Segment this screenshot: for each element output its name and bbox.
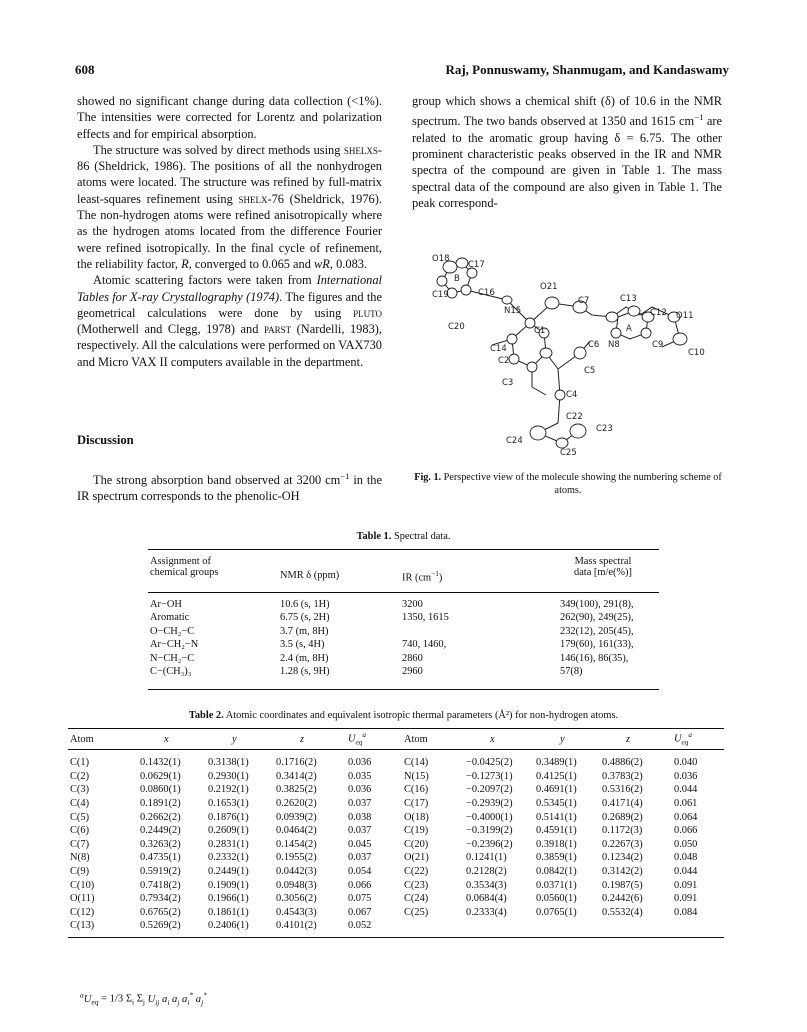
table2-cell: −0.2097(2) bbox=[466, 784, 513, 796]
atom-label: N8 bbox=[608, 340, 620, 350]
table2-body bbox=[68, 750, 724, 937]
table2-cell: 0.2128(2) bbox=[466, 866, 507, 878]
table2-cell: 0.5345(1) bbox=[536, 798, 577, 810]
table2-cell: 0.4125(1) bbox=[536, 770, 577, 782]
table2-cell: 0.3263(2) bbox=[140, 838, 181, 850]
table2-cell: −0.1273(1) bbox=[466, 770, 513, 782]
table2-header-row bbox=[68, 729, 724, 750]
table2-cell: 0.5316(2) bbox=[602, 784, 643, 796]
atom-label: C9 bbox=[652, 340, 664, 350]
table1-cell-mass: 262(90), 249(25), bbox=[560, 612, 634, 624]
table2-cell: 0.1909(1) bbox=[208, 879, 249, 891]
table2-cell: 0.091 bbox=[674, 879, 698, 891]
table1-cell-nmr: 3.7 (m, 8H) bbox=[280, 625, 329, 637]
table-row bbox=[68, 878, 724, 892]
table2-cell: 0.0765(1) bbox=[536, 906, 577, 918]
table2-cell: 0.4591(1) bbox=[536, 825, 577, 837]
table2-cell: C(17) bbox=[404, 798, 429, 810]
paragraph: The structure was solved by direct methods using shelxs-86 (Sheldrick, 1986). The positions of all the nonhydrogen atoms were located. The structure was refined by full-matrix least-squares refinement using shelx-76 (Sheldrick, 1976). The non-hydrogen atoms were refined anisotropically where as the hydrogen atoms located from the difference Fourier were refined isotropically. In the final cycle of refinement, the reliability factor, R, converged to 0.065 and wR, 0.083. bbox=[77, 142, 382, 271]
table2-cell: 0.052 bbox=[348, 920, 372, 932]
table2-cell: N(15) bbox=[404, 770, 429, 782]
table2-cell: 0.4101(2) bbox=[276, 920, 317, 932]
table2-column-header: y bbox=[560, 733, 565, 745]
table2-cell: 0.3138(1) bbox=[208, 757, 249, 769]
table2-cell: 0.0948(3) bbox=[276, 879, 317, 891]
table2-cell: −0.2396(2) bbox=[466, 838, 513, 850]
table2-cell: C(23) bbox=[404, 879, 429, 891]
table2-cell: −0.0425(2) bbox=[466, 757, 513, 769]
table2-cell: 0.045 bbox=[348, 838, 372, 850]
table2-column-header: x bbox=[164, 733, 169, 745]
table2-cell: C(14) bbox=[404, 757, 429, 769]
table1-cell-mass: 349(100), 291(8), bbox=[560, 599, 634, 610]
table2-cell: C(24) bbox=[404, 893, 429, 905]
table2-cell: 0.037 bbox=[348, 825, 372, 837]
table2-cell: 0.7418(2) bbox=[140, 879, 181, 891]
table2-cell: 0.3918(1) bbox=[536, 838, 577, 850]
table2-cell: O(18) bbox=[404, 811, 429, 823]
atom-label: C6 bbox=[588, 340, 600, 350]
header-assign: Assignment of chemical groups bbox=[150, 556, 219, 578]
section-heading: Discussion bbox=[77, 433, 134, 447]
table2-column-header: z bbox=[626, 733, 631, 745]
table2-cell: 0.2192(1) bbox=[208, 784, 249, 796]
table2-footnote: $^aU_{eq} = 1/3$ $\Sigma_i$ $\Sigma_j$ $U_{ij}$ $a_i$ $a_j$ $a_i^*$ $a_j^*$ bbox=[80, 990, 207, 1007]
table2-cell: 0.048 bbox=[674, 852, 698, 864]
table2-cell: 0.067 bbox=[348, 906, 372, 918]
table2-cell: 0.3414(2) bbox=[276, 770, 317, 782]
table2-cell: 0.3489(1) bbox=[536, 757, 577, 769]
table2-cell bbox=[464, 919, 534, 937]
table2-cell: −0.2939(2) bbox=[466, 798, 513, 810]
table2-cell: 0.4543(3) bbox=[276, 906, 317, 918]
table2-cell: 0.091 bbox=[674, 893, 698, 905]
table-row bbox=[68, 810, 724, 824]
table2-cell: 0.1653(1) bbox=[208, 798, 249, 810]
table2-cell: 0.0442(3) bbox=[276, 866, 317, 878]
table2-cell: 0.5532(4) bbox=[602, 906, 643, 918]
table2-cell bbox=[600, 919, 672, 937]
table2-cell: 0.3859(1) bbox=[536, 852, 577, 864]
table2-column-header: Atom bbox=[404, 733, 428, 745]
left-column bbox=[77, 93, 382, 370]
atom-label: C19 bbox=[432, 290, 449, 300]
table1 bbox=[148, 549, 659, 690]
atom-label: C23 bbox=[596, 424, 613, 434]
table2-cell: 0.5919(2) bbox=[140, 866, 181, 878]
table1-cell-assign: Ar−CH₂−N bbox=[150, 639, 199, 651]
page-number: 608 bbox=[75, 62, 95, 77]
table1-cell-nmr: 10.6 (s, 1H) bbox=[280, 599, 330, 610]
table2-cell: 0.4735(1) bbox=[140, 852, 181, 864]
table2-cell: C(13) bbox=[70, 920, 95, 932]
table2-cell: C(2) bbox=[70, 770, 90, 782]
header-nmr: NMR δ (ppm) bbox=[280, 570, 340, 581]
table2-column-header: y bbox=[232, 733, 237, 745]
table2-cell: 0.7934(2) bbox=[140, 893, 181, 905]
table2-cell: 0.1716(2) bbox=[276, 757, 317, 769]
figure-caption: Fig. 1. Perspective view of the molecule showing the numbering scheme of atoms. bbox=[414, 472, 722, 496]
table2-cell: 0.2930(1) bbox=[208, 770, 249, 782]
table2-cell: 0.036 bbox=[674, 770, 698, 782]
paragraph: group which shows a chemical shift (δ) of 10.6 in the NMR spectrum. The two bands observed at 1350 and 1615 $cm^{-1}$ are related to the aromatic group having δ = 6.75. The other prominent characteristic peaks observed in the IR and NMR spectra of the compound are given in Table 1. The mass spectral data of the compound are also given in Table 1. The peak correspond- bbox=[412, 94, 722, 210]
table2-column-header: $U_{eq}^a$ bbox=[674, 731, 693, 747]
atom-label: C5 bbox=[584, 366, 596, 376]
table-row bbox=[68, 750, 724, 770]
table2-cell bbox=[402, 919, 464, 937]
atom-label: O11 bbox=[676, 311, 694, 321]
atom-label: C12 bbox=[650, 308, 667, 318]
table2-cell: 0.1234(2) bbox=[602, 852, 643, 864]
table2-cell: 0.2449(1) bbox=[208, 866, 249, 878]
table-row bbox=[68, 797, 724, 811]
table2-cell: 0.037 bbox=[348, 798, 372, 810]
table2-cell: 0.3825(2) bbox=[276, 784, 317, 796]
table2 bbox=[68, 728, 724, 938]
table2-cell: 0.2333(4) bbox=[466, 906, 507, 918]
table2-cell: 0.2332(1) bbox=[208, 852, 249, 864]
table2-cell: O(11) bbox=[70, 893, 95, 905]
table-row bbox=[68, 919, 724, 937]
table2-cell: 0.0860(1) bbox=[140, 784, 181, 796]
atom-label: B bbox=[454, 274, 460, 284]
table2-title: Table 2. Atomic coordinates and equivalent isotropic thermal parameters (Å²) for non-hydrogen atoms. bbox=[188, 710, 619, 721]
table2-cell: 0.0629(1) bbox=[140, 770, 181, 782]
table2-cell: C(1) bbox=[70, 757, 90, 769]
paragraph: Atomic scattering factors were taken from International Tables for X-ray Crystallography (1974). The figures and the geometrical calculations were done by using pluto (Motherwell and Clegg, 1978) and parst (Nardelli, 1983), respectively. All the calculations were performed on VAX730 and Micro VAX II computers available in the department. bbox=[77, 273, 383, 369]
table2-cell: 0.075 bbox=[348, 893, 372, 905]
atom-label: O18 bbox=[432, 254, 450, 264]
table2-cell: 0.2609(1) bbox=[208, 825, 249, 837]
table2-cell: C(4) bbox=[70, 798, 90, 810]
table2-cell: C(20) bbox=[404, 838, 429, 850]
table1-cell-assign: Ar−OH bbox=[150, 599, 182, 610]
table1-cell-assign: N−CH₂−C bbox=[150, 652, 195, 664]
table2-cell: 0.1861(1) bbox=[208, 906, 249, 918]
table1-cell-mass: 232(12), 205(45), bbox=[560, 625, 634, 637]
table-row bbox=[68, 851, 724, 865]
table2-cell: 0.3534(3) bbox=[466, 879, 507, 891]
table2-cell: 0.054 bbox=[348, 866, 372, 878]
table2-cell: 0.3142(2) bbox=[602, 866, 643, 878]
paragraph: showed no significant change during data collection (<1%). The intensities were corrected for Lorentz and polarization effects and for empirical absorption. bbox=[77, 94, 382, 141]
table-row bbox=[68, 770, 724, 784]
table2-cell: C(19) bbox=[404, 825, 429, 837]
running-head: Raj, Ponnuswamy, Shanmugam, and Kandaswamy bbox=[445, 62, 729, 77]
table2-cell: 0.1241(1) bbox=[466, 852, 507, 864]
atom-label: C2 bbox=[498, 356, 510, 366]
atom-label: C22 bbox=[566, 412, 583, 422]
table2-cell: C(16) bbox=[404, 784, 429, 796]
atom-label: C10 bbox=[688, 348, 705, 358]
table2-cell: 0.036 bbox=[348, 784, 372, 796]
table2-cell: 0.040 bbox=[674, 757, 698, 769]
table2-cell: 0.2267(3) bbox=[602, 838, 643, 850]
table2-cell: 0.038 bbox=[348, 811, 372, 823]
table2-cell: −0.4000(1) bbox=[466, 811, 513, 823]
table2-cell: 0.061 bbox=[674, 798, 698, 810]
table1-cell-assign: C−(CH₃)₃ bbox=[150, 666, 192, 677]
paragraph: The strong absorption band observed at 3200 $cm^{-1}$ in the IR spectrum corresponds to the phenolic-OH bbox=[77, 471, 382, 504]
table2-cell: C(9) bbox=[70, 866, 90, 878]
atom-label: C13 bbox=[620, 294, 637, 304]
right-column bbox=[412, 93, 722, 211]
atom-label: O21 bbox=[540, 282, 558, 292]
table2-cell bbox=[672, 919, 724, 937]
atom-label: C20 bbox=[448, 322, 465, 332]
table2-cell: C(7) bbox=[70, 838, 90, 850]
table2-cell: 0.044 bbox=[674, 784, 698, 796]
table1-cell-ir: 2960 bbox=[402, 666, 423, 677]
table2-cell: C(6) bbox=[70, 825, 90, 837]
table1-cell-mass: 179(60), 161(33), bbox=[560, 639, 634, 651]
table2-cell: 0.0560(1) bbox=[536, 893, 577, 905]
atom-label: C17 bbox=[468, 260, 485, 270]
table2-cell: 0.1955(2) bbox=[276, 852, 317, 864]
table2-cell: 0.3056(2) bbox=[276, 893, 317, 905]
table2-column-header: x bbox=[490, 733, 495, 745]
table2-cell: 0.4691(1) bbox=[536, 784, 577, 796]
table2-cell: 0.3783(2) bbox=[602, 770, 643, 782]
table2-cell: 0.5141(1) bbox=[536, 811, 577, 823]
table2-column-header: z bbox=[300, 733, 305, 745]
atom-label: C25 bbox=[560, 448, 577, 455]
table1-cell-assign: O−CH₂−C bbox=[150, 625, 195, 637]
table1-cell-nmr: 2.4 (m, 8H) bbox=[280, 652, 329, 664]
atom-label: C4 bbox=[566, 390, 578, 400]
table2-cell: O(21) bbox=[404, 852, 429, 864]
atom-label: A bbox=[626, 324, 632, 334]
table2-column-header: $U_{eq}^a$ bbox=[348, 731, 367, 747]
table2-cell: 0.1876(1) bbox=[208, 811, 249, 823]
table-row bbox=[68, 892, 724, 906]
atom-label: N15 bbox=[504, 306, 522, 316]
atom-label: C16 bbox=[478, 288, 495, 298]
table2-cell: 0.050 bbox=[674, 838, 698, 850]
table2-cell: N(8) bbox=[70, 852, 90, 864]
table2-cell: 0.0842(1) bbox=[536, 866, 577, 878]
header-ir: IR $(cm^{-1})$ bbox=[402, 570, 443, 584]
table1-cell-ir: 740, 1460, bbox=[402, 639, 447, 651]
molecule-diagram bbox=[412, 245, 724, 455]
table2-cell: 0.1454(2) bbox=[276, 838, 317, 850]
table2-cell: 0.6765(2) bbox=[140, 906, 181, 918]
table2-cell: 0.2689(2) bbox=[602, 811, 643, 823]
table1-cell-assign: Aromatic bbox=[150, 612, 190, 624]
table2-cell: 0.1966(1) bbox=[208, 893, 249, 905]
table1-cell-mass: 57(8) bbox=[560, 666, 583, 677]
table1-cell-nmr: 1.28 (s, 9H) bbox=[280, 666, 330, 677]
table2-cell: 0.5269(2) bbox=[140, 920, 181, 932]
table1-cell-mass: 146(16), 86(35), bbox=[560, 652, 629, 664]
table2-cell: 0.1172(3) bbox=[602, 825, 643, 837]
table2-cell: 0.0464(2) bbox=[276, 825, 317, 837]
atom-label: C3 bbox=[502, 378, 514, 388]
table2-cell: 0.0684(4) bbox=[466, 893, 507, 905]
atom-label: C7 bbox=[578, 296, 590, 306]
table1-cell-nmr: 6.75 (s, 2H) bbox=[280, 612, 330, 624]
table2-column-header: Atom bbox=[70, 733, 94, 745]
table-row bbox=[68, 838, 724, 852]
table2-cell: 0.036 bbox=[348, 757, 372, 769]
table2-cell: 0.2620(2) bbox=[276, 798, 317, 810]
table1-header bbox=[148, 550, 659, 593]
table2-cell: C(25) bbox=[404, 906, 429, 918]
table2-cell: 0.037 bbox=[348, 852, 372, 864]
table2-cell: 0.066 bbox=[348, 879, 372, 891]
table-row bbox=[68, 865, 724, 879]
table2-cell: 0.084 bbox=[674, 906, 698, 918]
table2-cell: 0.2406(1) bbox=[208, 920, 249, 932]
table1-cell-ir: 1350, 1615 bbox=[402, 612, 449, 624]
table2-cell: 0.1987(5) bbox=[602, 879, 643, 891]
atom-label: C1 bbox=[534, 326, 546, 336]
table-row bbox=[68, 824, 724, 838]
table2-cell: C(22) bbox=[404, 866, 429, 878]
molecule-figure bbox=[412, 245, 724, 455]
table2-cell: 0.035 bbox=[348, 770, 372, 782]
table1-title: Table 1. Spectral data. bbox=[356, 531, 451, 542]
table2-cell: 0.044 bbox=[674, 866, 698, 878]
table2-cell: C(12) bbox=[70, 906, 95, 918]
table1-cell-nmr: 3.5 (s, 4H) bbox=[280, 639, 325, 651]
atom-label: C14 bbox=[490, 344, 507, 354]
table2-cell bbox=[534, 919, 600, 937]
table1-cell-ir: 2860 bbox=[402, 652, 423, 664]
table2-cell: 0.066 bbox=[674, 825, 698, 837]
header-mass: Mass spectral data [m/e(%)] bbox=[574, 556, 632, 578]
table2-cell: 0.2662(2) bbox=[140, 811, 181, 823]
table2-cell: 0.4171(4) bbox=[602, 798, 643, 810]
atom-label: C24 bbox=[506, 436, 523, 446]
table2-cell: 0.0939(2) bbox=[276, 811, 317, 823]
table2-cell: 0.2831(1) bbox=[208, 838, 249, 850]
table2-cell: −0.3199(2) bbox=[466, 825, 513, 837]
table2-cell: C(3) bbox=[70, 784, 90, 796]
table2-cell: C(10) bbox=[70, 879, 95, 891]
table2-cell: 0.064 bbox=[674, 811, 698, 823]
table-row bbox=[68, 783, 724, 797]
table1-body bbox=[148, 593, 659, 689]
table2-cell: C(5) bbox=[70, 811, 90, 823]
table2-cell: 0.4886(2) bbox=[602, 757, 643, 769]
table2-cell: 0.1891(2) bbox=[140, 798, 181, 810]
table2-cell: 0.0371(1) bbox=[536, 879, 577, 891]
table1-cell-ir: 3200 bbox=[402, 599, 423, 610]
table-row bbox=[68, 906, 724, 920]
table2-cell: 0.2442(6) bbox=[602, 893, 643, 905]
table2-cell: 0.1432(1) bbox=[140, 757, 181, 769]
table2-cell: 0.2449(2) bbox=[140, 825, 181, 837]
